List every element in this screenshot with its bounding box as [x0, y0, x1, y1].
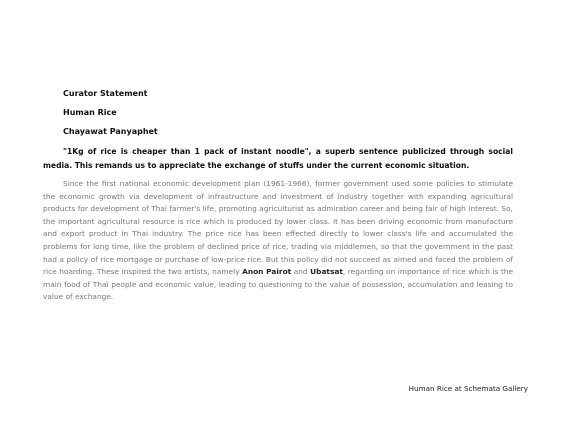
- body-text-part-2: , regarding on importance of rice which is the main food of Thai people and economic value, leading to questioning to the value of possession, accumulation and leasing to value of exchange.: [43, 267, 513, 302]
- curator-statement: [43, 88, 513, 304]
- exhibition-title: Human Rice: [63, 108, 117, 117]
- statement-title: Curator Statement: [63, 89, 148, 98]
- lead-paragraph: "1Kg of rice is cheaper than 1 pack of instant noodle", a superb sentence publicized through social media. This remands us to appreciate the exchange of stuffs under the current economic situation.: [43, 147, 513, 170]
- body-paragraph: [43, 178, 513, 304]
- body-text-part-1: Since the first national economic development plan (1961-1966), former government used some policies to stimulate the economic growth via development of infrastructure and investment of industry together with expanding agricultural products for development of Thai farmer's life, promoting agriculturist as admiration career and being fair of high interest. So, the important agricultural resource is rice which is produced by lower class. It has been driving economic from manufacture and export product in Thai industry. The price rice has been effected directly to lower class's life and accumulated the problems for long time, like the problem of declined price of rice, trading via middlemen, so that the government in the past had a policy of rice mortgage or purchase of low-price rice. But this policy did not succeed as aimed and faced the problem of rice hoarding. These inspired the two artists, namely: [43, 179, 513, 277]
- image-caption: Human Rice at Schemata Gallery: [408, 384, 528, 393]
- artist-connector: and: [291, 267, 311, 277]
- artist-name-2: Ubatsat: [310, 267, 343, 277]
- curator-name: Chayawat Panyaphet: [63, 127, 158, 136]
- artist-name-1: Anon Pairot: [242, 267, 292, 277]
